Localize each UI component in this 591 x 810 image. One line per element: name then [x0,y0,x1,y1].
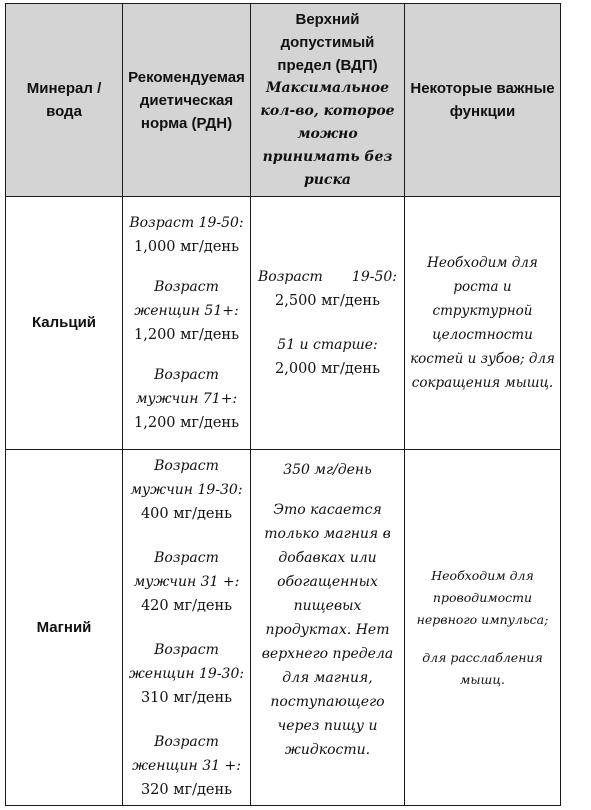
rdn-value: 1,200 мг/день [134,415,239,431]
nutrient-table [5,3,561,806]
rdn-value: 400 мг/день [140,505,233,522]
table-row [6,197,561,450]
vdp-cell [251,197,405,450]
rdn-label: Возраст женщин 51+: [134,279,239,319]
functions-cell: Необходим для роста и структурной целостности костей и зубов; для сокращения мышц. [405,197,561,450]
rdn-value: 320 мг/день [140,781,233,798]
rdn-value: 420 мг/день [140,597,233,614]
vdp-value: 2,000 мг/день [275,361,380,377]
vdp-label-b: 19-50: [351,269,397,285]
header-row [6,4,561,197]
functions-text: для расслабления мышц. [422,649,543,687]
vdp-note: Это касается только магния в добавках или обогащенных пищевых продуктах. Нет верхнего предела для магния, поступающего через пищу и жидкости. [261,502,394,758]
header-vdp [251,4,405,197]
rdn-label: Возраст женщин 31 +: [132,733,241,774]
vdp-value: 2,500 мг/день [275,293,380,309]
vdp-value: 350 мг/день [283,462,372,478]
header-rdn: Рекомендуемая диетическая норма (РДН) [123,4,251,197]
vdp-cell [251,450,405,806]
vdp-label: 51 и старше: [277,337,378,353]
header-mineral: Минерал / вода [6,4,123,197]
rdn-label: Возраст мужчин 71+: [135,367,238,407]
header-vdp-title: Верхний допустимый предел (ВДП) [277,11,378,74]
rdn-cell [123,197,251,450]
rdn-label: Возраст мужчин 19-30: [130,457,243,498]
rdn-label: Возраст женщин 19-30: [128,641,245,682]
functions-text: Необходим для проводимости нервного импульса; [416,567,549,627]
rdn-value: 1,000 мг/день [134,239,239,255]
header-functions: Некоторые важные функции [405,4,561,197]
mineral-name: Кальций [6,197,123,450]
mineral-name: Магний [6,450,123,806]
rdn-cell [123,450,251,806]
functions-cell [405,450,561,806]
rdn-value: 1,200 мг/день [134,327,239,343]
header-vdp-subtitle: Максимальное кол-во, которое можно принимать без риска [260,80,395,188]
rdn-label: Возраст мужчин 31 +: [133,549,240,590]
table-row [6,450,561,806]
rdn-label: Возраст 19-50: [129,215,244,231]
vdp-label-a: Возраст [258,269,323,285]
vdp-label [254,265,401,289]
rdn-value: 310 мг/день [140,689,233,706]
